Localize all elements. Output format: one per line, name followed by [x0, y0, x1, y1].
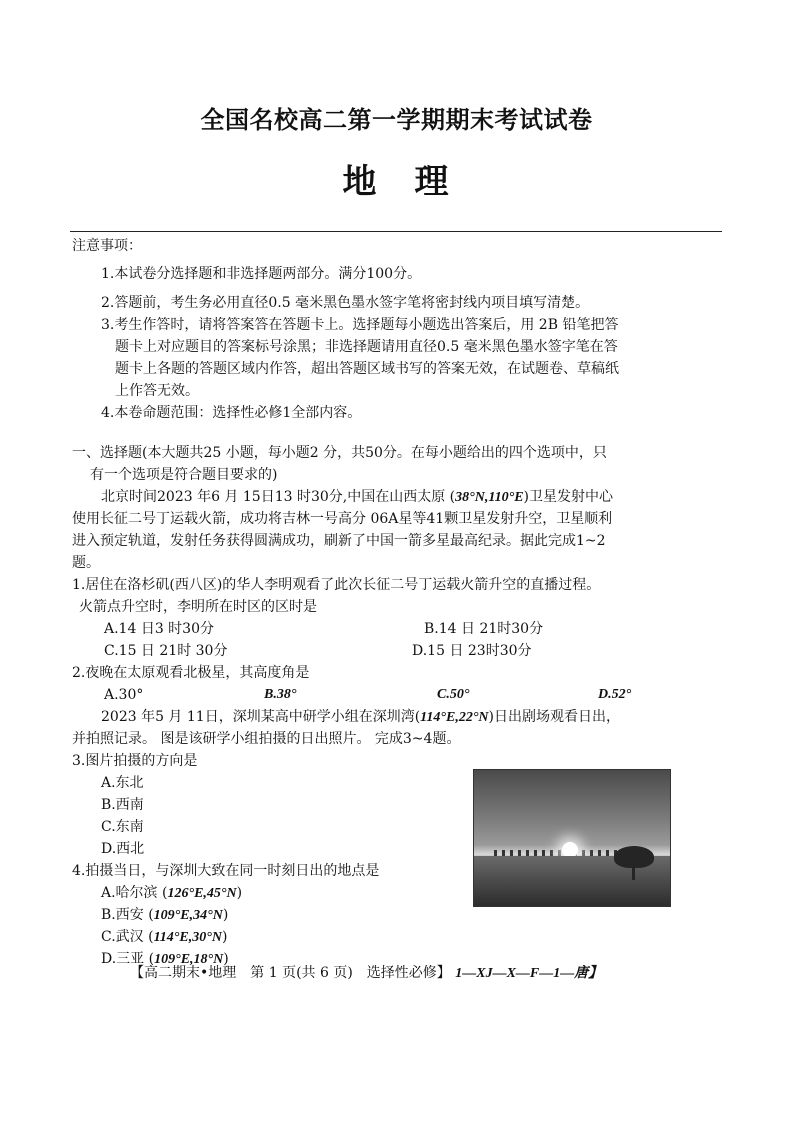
q2-option-a: A.30°	[104, 687, 144, 703]
question-3-stem: 3.图片拍摄的方向是	[72, 753, 198, 769]
q4-option-d: D.三亚 (109°E,18°N)	[101, 951, 229, 967]
passage2-line: 并拍照记录。 图是该研学小组拍摄的日出照片。 完成3~4题。	[72, 731, 461, 747]
note-item: 上作答无效。	[115, 383, 199, 399]
note-item: 3.考生作答时，请将答案答在答题卡上。选择题每小题选出答案后，用 2B 铅笔把答	[101, 317, 619, 333]
section-heading: 一、选择题(本大题共25 小题，每小题2 分，共50分。在每小题给出的四个选项中，只	[72, 445, 607, 461]
sunrise-photo	[473, 769, 671, 907]
q4-option-c: C.武汉 (114°E,30°N)	[101, 929, 228, 945]
header-divider	[70, 231, 722, 232]
q1-option-b: B.14 日 21时30分	[424, 621, 544, 637]
q4-option-a: A.哈尔滨 (126°E,45°N)	[101, 885, 243, 901]
notes-heading: 注意事项：	[72, 238, 142, 254]
note-item: 1.本试卷分选择题和非选择题两部分。满分100分。	[101, 266, 422, 282]
page-footer: 【高二期末•地理 第 1 页(共 6 页) 选择性必修】 1—XJ—X—F—1—唐】	[130, 965, 603, 981]
q3-option-c: C.东南	[101, 819, 144, 835]
q2-option-c: C.50°	[437, 687, 470, 702]
q2-option-d: D.52°	[598, 687, 632, 702]
passage1-line: 北京时间2023 年6 月 15日13 时30分,中国在山西太原 (38°N,110°E)卫星发射中心	[101, 489, 613, 505]
question-1-stem-cont: 火箭点升空时，李明所在时区的区时是	[79, 599, 317, 615]
q1-option-d: D.15 日 23时30分	[412, 643, 532, 659]
passage1-line: 题。	[72, 555, 100, 571]
note-item: 2.答题前，考生务必用直径0.5 毫米黑色墨水签字笔将密封线内项目填写清楚。	[101, 295, 590, 311]
q3-option-d: D.西北	[101, 841, 145, 857]
exam-title: 全国名校高二第一学期期末考试试卷	[200, 106, 593, 134]
question-1-stem: 1.居住在洛杉矶(西八区)的华人李明观看了此次长征二号丁运载火箭升空的直播过程。	[72, 577, 601, 593]
question-2-stem: 2.夜晚在太原观看北极星，其高度角是	[72, 665, 310, 681]
q1-option-c: C.15 日 21时 30分	[104, 643, 228, 659]
passage1-line: 使用长征二号丁运载火箭，成功将吉林一号高分 06A星等41颗卫星发射升空，卫星顺利	[72, 511, 613, 527]
passage2-line: 2023 年5 月 11日，深圳某高中研学小组在深圳湾(114°E,22°N)日出剧场观看日出，	[101, 709, 621, 725]
note-item: 4.本卷命题范围：选择性必修1全部内容。	[101, 405, 362, 421]
subject-title: 地 理	[342, 162, 451, 202]
section-heading-cont: 有一个选项是符合题目要求的)	[90, 467, 278, 483]
q2-option-b: B.38°	[264, 687, 297, 702]
question-4-stem: 4.拍摄当日，与深圳大致在同一时刻日出的地点是	[72, 863, 380, 879]
note-item: 题卡上对应题目的答案标号涂黑；非选择题请用直径0.5 毫米黑色墨水签字笔在答	[115, 339, 618, 355]
q3-option-a: A.东北	[101, 775, 144, 791]
passage1-line: 进入预定轨道，发射任务获得圆满成功，刷新了中国一箭多星最高纪录。据此完成1~2	[72, 533, 606, 549]
note-item: 题卡上各题的答题区域内作答，超出答题区域书写的答案无效，在试题卷、草稿纸	[115, 361, 619, 377]
tree-silhouette	[614, 846, 654, 868]
q4-option-b: B.西安 (109°E,34°N)	[101, 907, 229, 923]
q1-option-a: A.14 日3 时30分	[104, 621, 214, 637]
tree-trunk	[632, 866, 635, 880]
q3-option-b: B.西南	[101, 797, 144, 813]
